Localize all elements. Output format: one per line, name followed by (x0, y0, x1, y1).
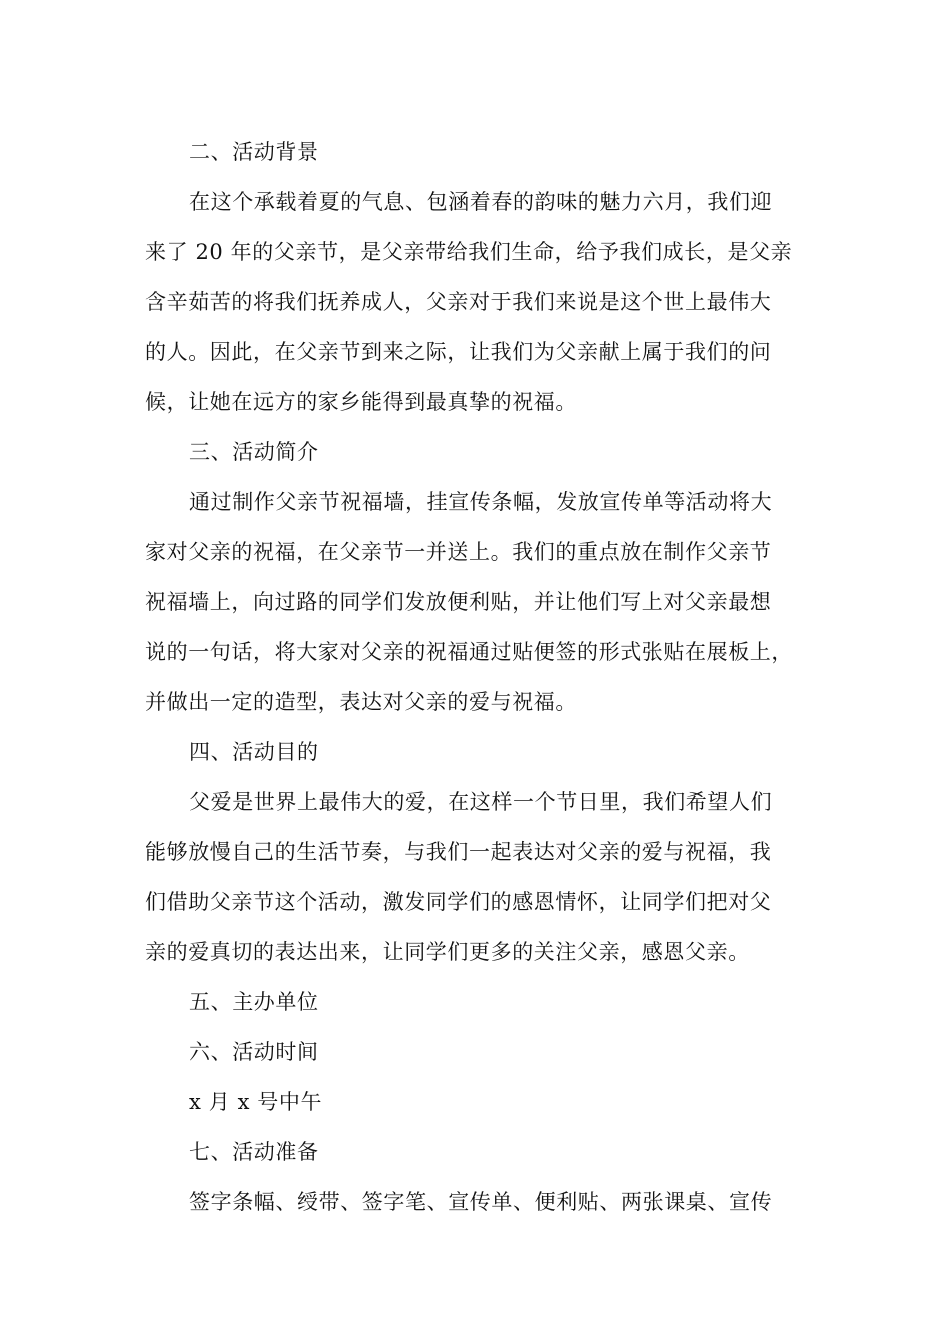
section-heading-purpose: 四、活动目的 (189, 740, 319, 764)
paragraph-line: 父爱是世界上最伟大的爱，在这样一个节日里，我们希望人们 (189, 790, 773, 814)
paragraph-line: 含辛茹苦的将我们抚养成人，父亲对于我们来说是这个世上最伟大 (145, 290, 772, 314)
paragraph-line: 通过制作父亲节祝福墙，挂宣传条幅，发放宣传单等活动将大 (189, 490, 773, 514)
section-heading-organizer: 五、主办单位 (189, 990, 319, 1014)
paragraph-line: 在这个承载着夏的气息、包涵着春的韵味的魅力六月，我们迎 (189, 190, 773, 214)
paragraph-line: 的人。因此，在父亲节到来之际，让我们为父亲献上属于我们的问 (145, 340, 772, 364)
paragraph-line: 家对父亲的祝福，在父亲节一并送上。我们的重点放在制作父亲节 (145, 540, 772, 564)
paragraph-line: 祝福墙上，向过路的同学们发放便利贴，并让他们写上对父亲最想 (145, 590, 772, 614)
paragraph-line: 们借助父亲节这个活动，激发同学们的感恩情怀，让同学们把对父 (145, 890, 772, 914)
section-heading-background: 二、活动背景 (189, 140, 319, 164)
paragraph-line: 并做出一定的造型，表达对父亲的爱与祝福。 (145, 690, 577, 714)
paragraph-line: 能够放慢自己的生活节奏，与我们一起表达对父亲的爱与祝福，我 (145, 840, 772, 864)
paragraph-line: 来了 20 年的父亲节，是父亲带给我们生命，给予我们成长，是父亲 (145, 240, 793, 264)
activity-time-value: x 月 x 号中午 (189, 1090, 323, 1114)
paragraph-line: 亲的爱真切的表达出来，让同学们更多的关注父亲，感恩父亲。 (145, 940, 750, 964)
paragraph-line: 签字条幅、绶带、签字笔、宣传单、便利贴、两张课桌、宣传 (189, 1190, 773, 1214)
paragraph-line: 说的一句话，将大家对父亲的祝福通过贴便签的形式张贴在展板上， (145, 640, 793, 664)
section-heading-time: 六、活动时间 (189, 1040, 319, 1064)
section-heading-preparation: 七、活动准备 (189, 1140, 319, 1164)
section-heading-introduction: 三、活动简介 (189, 440, 319, 464)
document-body (145, 127, 825, 1227)
paragraph-line: 候，让她在远方的家乡能得到最真挚的祝福。 (145, 390, 577, 414)
